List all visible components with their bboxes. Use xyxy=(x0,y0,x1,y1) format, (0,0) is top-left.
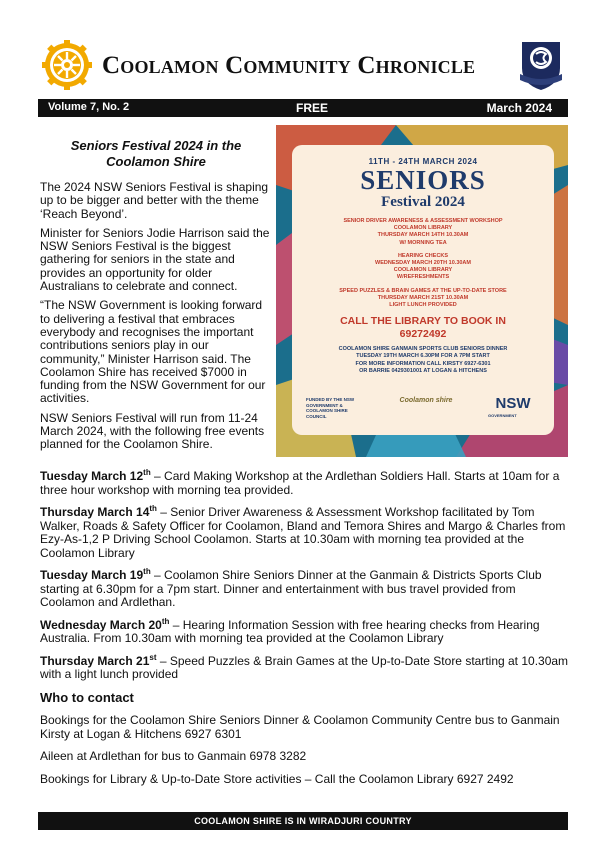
poster-event xyxy=(292,253,554,282)
event-text: – Senior Driver Awareness & Assessment Workshop facilitated by Tom Walker, Roads & Safety Officer for Coolamon, Bland and Temora Shires and Margo & Charles from Ezy-As-1,2 P Driving School Coolamon. Starts at 10.30am with morning tea provided at the Coolamon Library xyxy=(40,505,566,560)
poster-logos xyxy=(306,393,542,427)
poster-event-line: LIGHT LUNCH PROVIDED xyxy=(389,302,457,309)
event-day: Tuesday March 12 xyxy=(40,469,144,483)
poster-dinner-line: TUESDAY 19TH MARCH 6.30PM FOR A 7PM START xyxy=(356,353,490,360)
poster-event-line: SENIOR DRIVER AWARENESS & ASSESSMENT WORKSHOP xyxy=(343,218,503,224)
event-text: – Hearing Information Session with free hearing checks from Hearing Australia. From 10.30am with morning tea provided at the Coolamon Library xyxy=(40,617,540,645)
poster-event-line: THURSDAY MARCH 14TH 10.30AM xyxy=(377,232,469,239)
event-day: Thursday March 21 xyxy=(40,653,150,668)
poster-call-to-book: CALL THE LIBRARY TO BOOK IN xyxy=(340,315,506,328)
event-day-suffix: th xyxy=(143,468,151,477)
event-item xyxy=(40,616,572,646)
poster-dates: 11TH - 24TH MARCH 2024 xyxy=(368,157,478,166)
poster-dinner-line: FOR MORE INFORMATION CALL KIRSTY 6927-6301 xyxy=(355,360,491,367)
seniors-festival-poster xyxy=(276,125,568,457)
event-item xyxy=(40,470,572,497)
poster-event-line: W/REFRESHMENTS xyxy=(396,274,450,281)
poster-event-line: WEDNESDAY MARCH 20TH 10.30AM xyxy=(375,260,471,267)
poster-dinner-line: COOLAMON SHIRE GANMAIN SPORTS CLUB SENIORS DINNER xyxy=(338,346,508,353)
nsw-government-logo: NSW xyxy=(495,395,531,412)
contact-heading: Who to contact xyxy=(40,689,134,705)
poster-event xyxy=(292,288,554,310)
event-day: Tuesday March 19 xyxy=(40,568,144,582)
issue-price: FREE xyxy=(296,101,329,115)
masthead xyxy=(38,38,568,98)
lead-paragraph: The 2024 NSW Seniors Festival is shaping up to be bigger and better with the theme ‘Reach Beyond’. xyxy=(40,180,269,221)
poster-phone: 69272492 xyxy=(399,328,447,341)
event-item xyxy=(40,652,572,682)
lead-paragraph: “The NSW Government is looking forward to delivering a festival that embraces everybody and recognises the important contributions seniors play in our community,” Minister Harrison said. The Coolamon Shire has received $7000 in funding from the NSW Government for our activities. xyxy=(40,298,266,406)
event-day-suffix: st xyxy=(149,652,157,662)
event-text: – Coolamon Shire Seniors Dinner at the Ganmain & Districts Sports Club starting at 6.30pm for a 7pm start. Dinner and entertainment with bus travel provided from Coolamon and Ardlethan. xyxy=(40,568,542,609)
event-day-suffix: th xyxy=(143,567,151,576)
article-lead xyxy=(40,181,272,458)
poster-subtitle: Festival 2024 xyxy=(381,194,465,210)
poster-title: SENIORS xyxy=(360,165,486,195)
event-day-suffix: th xyxy=(149,504,157,513)
school-crest-logo xyxy=(516,38,566,92)
issue-date: March 2024 xyxy=(486,101,552,115)
contact-line: Aileen at Ardlethan for bus to Ganmain 6978 3282 xyxy=(40,749,307,763)
poster-event xyxy=(292,218,554,247)
footer-bar: COOLAMON SHIRE IS IN WIRADJURI COUNTRY xyxy=(38,812,568,830)
event-item xyxy=(40,506,572,560)
masthead-title: Coolamon Community Chronicle xyxy=(102,52,476,79)
lead-paragraph: NSW Seniors Festival will run from 11-24 March 2024, with the following free events planned for the Coolamon Shire. xyxy=(40,410,265,452)
issue-volume: Volume 7, No. 2 xyxy=(48,101,130,113)
poster-event-line: COOLAMON LIBRARY xyxy=(393,267,453,274)
poster-event-line: COOLAMON LIBRARY xyxy=(393,225,453,232)
event-text: – Speed Puzzles & Brain Games at the Up-to-Date Store starting at 10.30am with a light lunch provided xyxy=(40,653,569,681)
poster-dinner-line: OR BARRIE 0429301001 AT LOGAN & HITCHENS xyxy=(359,367,487,374)
event-day: Thursday March 14 xyxy=(40,505,150,519)
poster-event-line: SPEED PUZZLES & BRAIN GAMES AT THE UP-TO-DATE STORE xyxy=(339,287,507,294)
coolamon-shire-logo: Coolamon shire xyxy=(399,397,453,404)
lead-paragraph: Minister for Seniors Jodie Harrison said the NSW Seniors Festival is the biggest gathering for seniors in the state and provides an opportunity for older Australians to celebrate and connect. xyxy=(40,225,270,294)
article-headline: Seniors Festival 2024 in the Coolamon Shire xyxy=(70,138,242,169)
issue-bar xyxy=(38,99,568,117)
poster-card xyxy=(292,145,554,435)
event-text: – Card Making Workshop at the Ardlethan Soldiers Hall. Starts at 10am for a three hour workshop with morning tea provided. xyxy=(40,469,560,497)
event-day: Wednesday March 20 xyxy=(40,617,162,632)
poster-event-line: THURSDAY MARCH 21ST 10.30AM xyxy=(377,294,469,301)
event-item xyxy=(40,569,572,610)
events-list xyxy=(40,470,572,795)
contact-line: Bookings for the Coolamon Shire Seniors Dinner & Coolamon Community Centre bus to Ganmain Kirsty at Logan & Hitchens 6927 6301 xyxy=(40,713,560,741)
nsw-government-sub: GOVERNMENT xyxy=(488,413,517,418)
poster-event-line: HEARING CHECKS xyxy=(397,252,449,259)
poster-dinner xyxy=(292,346,554,375)
rotary-wheel-logo xyxy=(42,40,92,90)
poster-funded-note: FUNDED BY THE NSW GOVERNMENT & COOLAMON SHIRE COUNCIL xyxy=(306,397,355,419)
poster-event-line: W/ MORNING TEA xyxy=(399,239,447,246)
event-day-suffix: th xyxy=(161,616,170,626)
contact-line: Bookings for Library & Up-to-Date Store activities – Call the Coolamon Library 6927 2492 xyxy=(40,771,514,786)
